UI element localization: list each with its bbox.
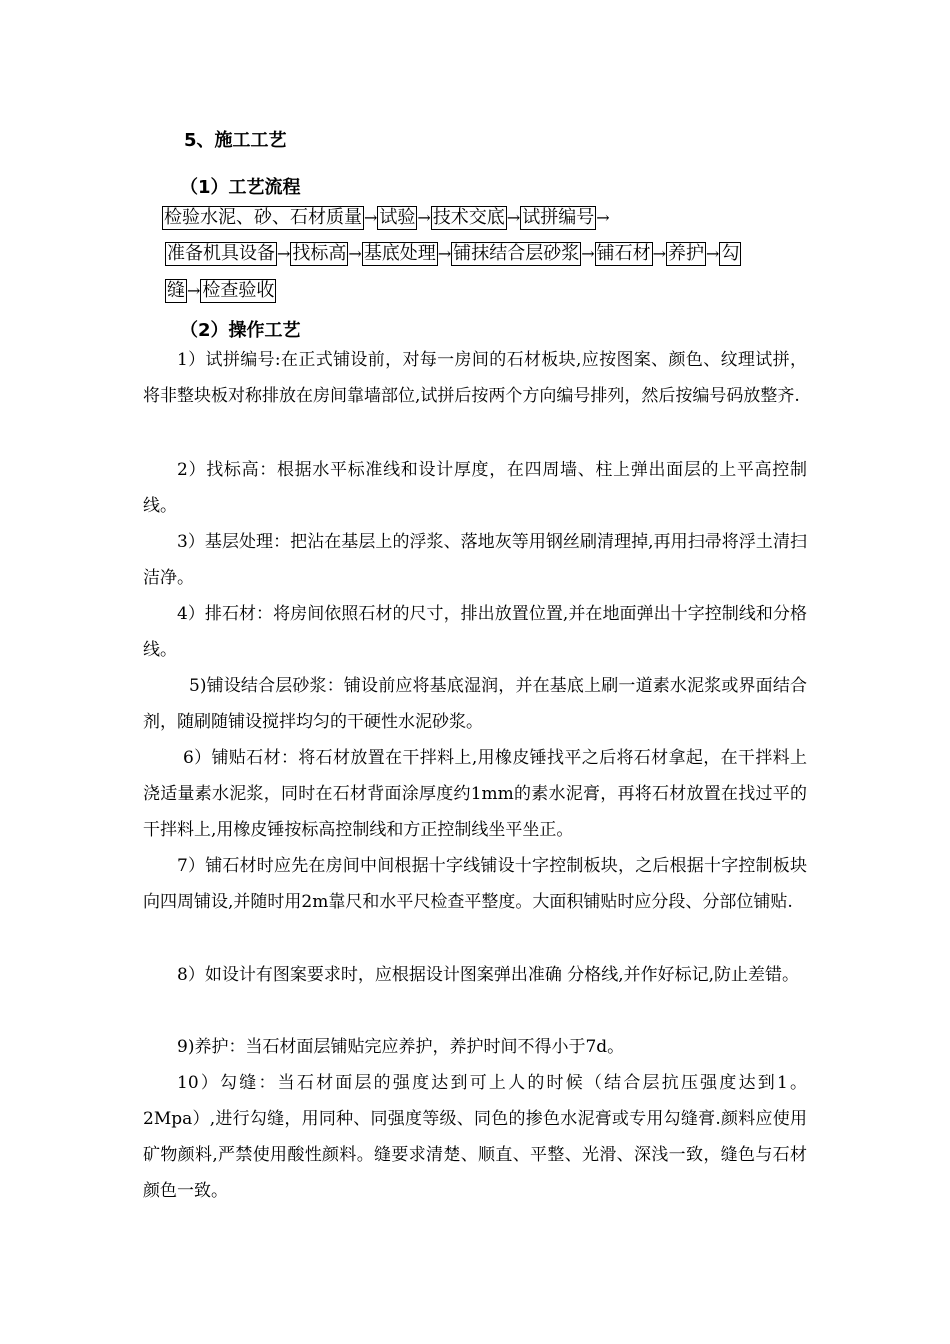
arrow-right-icon: → [348, 244, 362, 263]
paragraph-text: 3）基层处理：把沾在基层上的浮浆、落地灰等用钢丝刷清理掉,再用扫帚将浮土清扫洁净。 [143, 532, 807, 588]
operations-title: （2）操作工艺 [180, 320, 301, 341]
flow-step-curing: 养护 [668, 243, 705, 264]
flow-step-find-elevation: 找标高 [292, 243, 347, 264]
paragraph-laying-order [143, 848, 807, 920]
arrow-right-icon: → [187, 281, 201, 300]
paragraph-pattern [143, 957, 807, 993]
arrow-right-icon: → [417, 208, 431, 227]
paragraph-text: 7）铺石材时应先在房间中间根据十字线铺设十字控制板块，之后根据十字控制板块向四周铺设,并随时用2m靠尺和水平尺检查平整度。大面积铺贴时应分段、分部位铺贴. [143, 856, 807, 912]
arrow-right-icon: → [596, 208, 610, 227]
flow-step-pointing-part2: 缝 [167, 280, 185, 301]
flow-step-bonding-mortar: 铺抹结合层砂浆 [453, 243, 580, 264]
paragraph-text: 4）排石材：将房间依照石材的尺寸，排出放置位置,并在地面弹出十字控制线和分格线。 [143, 604, 807, 660]
paragraph-find-elevation [143, 452, 807, 524]
paragraph-arrange-stone [143, 596, 807, 668]
flow-step-pointing-part1: 勾 [721, 243, 740, 264]
paragraph-trial-numbering [143, 342, 807, 414]
arrow-right-icon: → [706, 244, 720, 263]
flow-title: （1）工艺流程 [180, 177, 301, 198]
flow-step-trial-numbering: 试拼编号 [522, 207, 595, 228]
flow-step-prepare-tools: 准备机具设备 [167, 243, 275, 264]
paragraph-lay-stone [143, 740, 807, 848]
flow-step-lay-stone: 铺石材 [596, 243, 651, 264]
flow-step-base-treatment: 基底处理 [363, 243, 436, 264]
arrow-right-icon: → [437, 244, 452, 263]
paragraph-pointing [143, 1065, 807, 1209]
flow-step-inspect-materials: 检验水泥、砂、石材质量 [164, 207, 362, 228]
flow-step-inspection-acceptance: 检查验收 [202, 280, 275, 301]
paragraph-text: 6）铺贴石材：将石材放置在干拌料上,用橡皮锤找平之后将石材拿起，在干拌料上浇适量素水泥浆，同时在石材背面涂厚度约1mm的素水泥膏，再将石材放置在找过平的干拌料上,用橡皮锤按标高控制线和方正控制线坐平坐正。 [143, 748, 807, 840]
section-title: 5、施工工艺 [184, 130, 287, 151]
flow-chart-line-2 [165, 241, 741, 267]
paragraph-curing [143, 1029, 807, 1065]
arrow-right-icon: → [581, 244, 595, 263]
paragraph-text: 1）试拼编号:在正式铺设前，对每一房间的石材板块,应按图案、颜色、纹理试拼，将非整块板对称排放在房间靠墙部位,试拼后按两个方向编号排列，然后按编号码放整齐. [143, 350, 807, 406]
flow-step-test: 试验 [379, 207, 416, 228]
arrow-right-icon: → [277, 244, 291, 263]
paragraph-text: 10）勾缝：当石材面层的强度达到可上人的时候（结合层抗压强度达到1。2Mpa）,进行勾缝，用同种、同强度等级、同色的掺色水泥膏或专用勾缝膏.颜料应使用矿物颜料,严禁使用酸性颜料。缝要求清楚、顺直、平整、光滑、深浅一致，缝色与石材颜色一致。 [143, 1073, 807, 1201]
arrow-right-icon: → [652, 244, 667, 263]
paragraph-text: 2）找标高：根据水平标准线和设计厚度，在四周墙、柱上弹出面层的上平高控制线。 [143, 460, 807, 516]
arrow-right-icon: → [506, 208, 521, 227]
paragraph-text: 8）如设计有图案要求时，应根据设计图案弹出准确 分格线,并作好标记,防止差错。 [177, 965, 800, 985]
flow-chart-line-1 [162, 205, 610, 231]
paragraph-text: 9)养护：当石材面层铺贴完应养护，养护时间不得小于7d。 [177, 1037, 625, 1057]
paragraph-text: 5)铺设结合层砂浆：铺设前应将基底湿润，并在基底上刷一道素水泥浆或界面结合剂，随刷随铺设搅拌均匀的干硬性水泥砂浆。 [143, 676, 807, 732]
arrow-right-icon: → [364, 208, 378, 227]
paragraph-bonding-mortar [143, 668, 807, 740]
flow-chart-line-3 [165, 278, 276, 304]
flow-step-technical-briefing: 技术交底 [432, 207, 505, 228]
paragraph-base-treatment [143, 524, 807, 596]
